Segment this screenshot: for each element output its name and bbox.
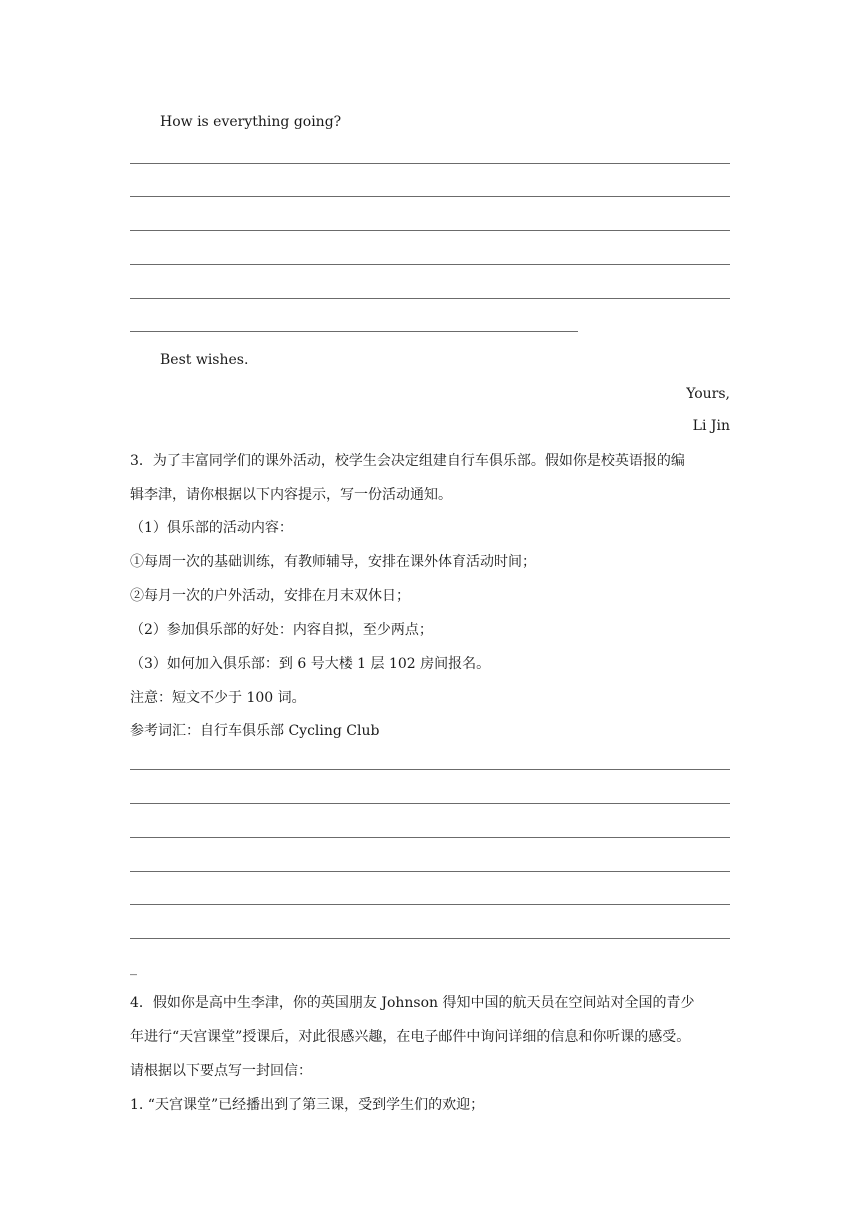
- q3-item-1: （1）俱乐部的活动内容：: [130, 520, 293, 536]
- q4-point-1: 1. “天宫课堂”已经播出到了第三课，受到学生们的欢迎；: [130, 1097, 485, 1113]
- letter-signoff: Yours,: [686, 386, 730, 402]
- q4-prompt-line-3: 请根据以下要点写一封回信：: [130, 1063, 312, 1079]
- letter-signature: Li Jin: [692, 418, 730, 434]
- q4-prompt-line-2: 年进行“天宫课堂”授课后，对此很感兴趣，在电子邮件中询问详细的信息和你听课的感受。: [130, 1029, 691, 1045]
- q3-item-1b: ②每月一次的户外活动，安排在月末双休日；: [130, 588, 410, 604]
- answer-line: [130, 938, 730, 939]
- answer-line: [130, 230, 730, 231]
- letter-greeting-line: How is everything going?: [160, 114, 342, 130]
- answer-line: [130, 769, 730, 770]
- answer-line: [130, 163, 730, 164]
- q3-item-2: （2）参加俱乐部的好处：内容自拟，至少两点；: [130, 622, 433, 638]
- letter-closing: Best wishes.: [160, 352, 249, 368]
- answer-line: [130, 196, 730, 197]
- q3-prompt-line-1: 3．为了丰富同学们的课外活动，校学生会决定组建自行车俱乐部。假如你是校英语报的编: [130, 453, 685, 469]
- q3-prompt-line-2: 辑李津，请你根据以下内容提示，写一份活动通知。: [130, 487, 452, 503]
- answer-line: [130, 871, 730, 872]
- q4-prompt-line-1: 4．假如你是高中生李津，你的英国朋友 Johnson 得知中国的航天员在空间站对全国的青少: [130, 995, 695, 1011]
- q3-vocab: 参考词汇：自行车俱乐部 Cycling Club: [130, 723, 380, 739]
- q3-item-1a: ①每周一次的基础训练，有教师辅导，安排在课外体育活动时间；: [130, 554, 536, 570]
- answer-line: [130, 837, 730, 838]
- q3-item-3: （3）如何加入俱乐部：到 6 号大楼 1 层 102 房间报名。: [130, 656, 491, 672]
- answer-line: [130, 264, 730, 265]
- answer-line: [130, 298, 730, 299]
- answer-line: [130, 904, 730, 905]
- answer-line-short: [130, 331, 578, 332]
- answer-line-trailing-mark: _: [130, 960, 137, 976]
- q3-note: 注意：短文不少于 100 词。: [130, 690, 306, 706]
- answer-line: [130, 803, 730, 804]
